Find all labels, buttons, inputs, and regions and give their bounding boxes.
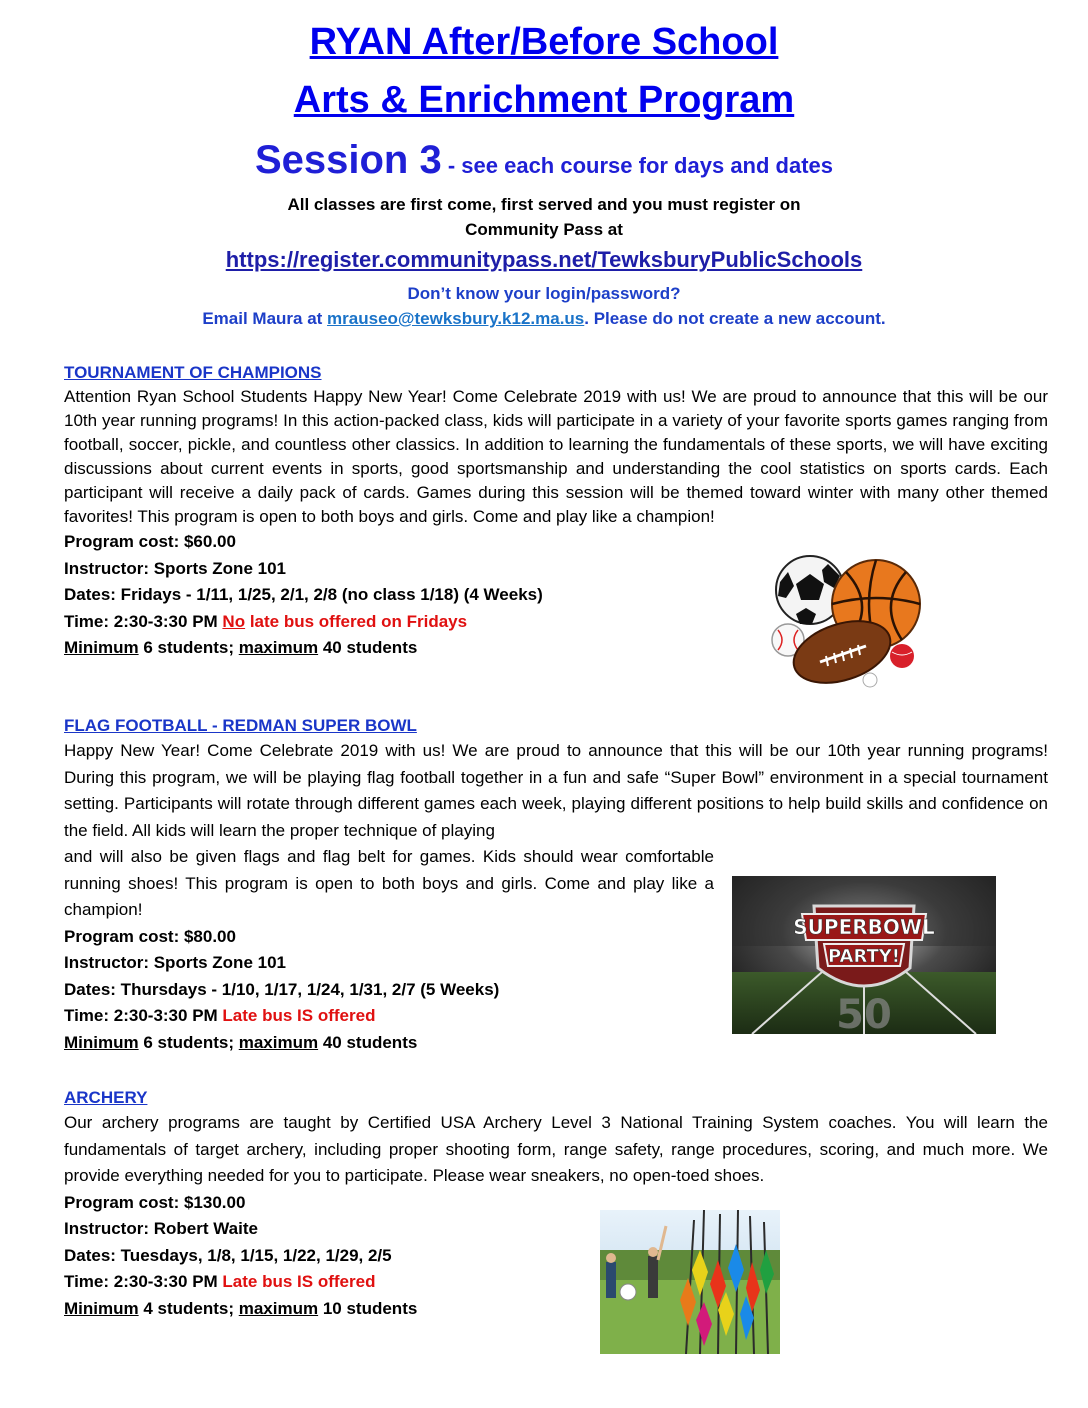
login-question: Don’t know your login/password? bbox=[407, 284, 681, 303]
title-line-1: RYAN After/Before School bbox=[309, 21, 779, 63]
sports-balls-icon bbox=[766, 552, 926, 690]
time-text: Time: 2:30-3:30 PM bbox=[64, 1272, 223, 1292]
min-word: Minimum bbox=[64, 638, 139, 658]
bus-note: Late bus IS offered bbox=[222, 1272, 376, 1292]
min-word: Minimum bbox=[64, 1298, 139, 1318]
email-line bbox=[0, 309, 1088, 329]
min-word: Minimum bbox=[64, 1032, 139, 1052]
session-heading bbox=[0, 138, 1088, 183]
min-text: 6 students; bbox=[138, 638, 239, 658]
bus-note: Late bus IS offered bbox=[222, 1006, 376, 1026]
course-description-continued: and will also be given flags and flag belt for games. Kids should wear comfortable running shoes! This program is open to both boys and girls. Come and play like a champion! bbox=[64, 847, 714, 919]
superbowl-party-icon bbox=[732, 876, 996, 1034]
course-title: FLAG FOOTBALL - REDMAN SUPER BOWL bbox=[64, 716, 417, 735]
email-prefix: Email Maura at bbox=[202, 309, 328, 328]
archery-arrows-icon bbox=[600, 1210, 780, 1354]
register-link[interactable]: https://register.communitypass.net/TewksburyPublicSchools bbox=[225, 247, 863, 272]
course-cost: Program cost: $130.00 bbox=[64, 1192, 246, 1212]
bus-no: No bbox=[222, 611, 246, 631]
superbowl-text: SUPERBOWL bbox=[793, 915, 935, 939]
email-suffix: . Please do not create a new account. bbox=[584, 309, 886, 328]
info-line-1: All classes are first come, first served and you must register on bbox=[287, 195, 801, 214]
course-title: ARCHERY bbox=[64, 1088, 148, 1107]
course-dates: Dates: Thursdays - 1/10, 1/17, 1/24, 1/31, 2/7 (5 Weeks) bbox=[64, 979, 500, 999]
course-instructor: Instructor: Sports Zone 101 bbox=[64, 558, 286, 578]
course-description: Happy New Year! Come Celebrate 2019 with us! We are proud to announce that this will be our 10th year running programs! During this program, we will be playing flag football together in a fun and safe “Super Bowl” environment in a special tournament setting. Participants will rotate through different games each week, playing different positions to help build skills and confidence on the field. All kids will learn the proper technique of playing bbox=[64, 741, 1048, 840]
max-word: maximum bbox=[238, 638, 319, 658]
course-instructor: Instructor: Robert Waite bbox=[64, 1219, 258, 1239]
course-time bbox=[64, 1269, 1048, 1296]
course-dates: Dates: Fridays - 1/11, 1/25, 2/1, 2/8 (no class 1/18) (4 Weeks) bbox=[64, 585, 543, 605]
time-text: Time: 2:30-3:30 PM bbox=[64, 611, 223, 631]
min-text: 6 students; bbox=[138, 1032, 239, 1052]
course-description: Attention Ryan School Students Happy New Year! Come Celebrate 2019 with us! We are proud to announce that this will be our 10th year running programs! In this action-packed class, kids will participate in a variety of your favorite sports games ranging from football, soccer, pickle, and countless other classics. In addition to learning the fundamentals of these sports, we will have exciting discussions about current events in sports, good sportsmanship and understanding the cool statistics on sports cards. Each participant will receive a daily pack of cards. Games during this session will be themed toward winter with many other themed favorites! This program is open to both boys and girls. Come and play like a champion! bbox=[64, 387, 1048, 526]
session-number: Session 3 bbox=[254, 138, 442, 182]
course-cost: Program cost: $60.00 bbox=[64, 532, 236, 551]
time-text: Time: 2:30-3:30 PM bbox=[64, 1006, 223, 1026]
course-description: Our archery programs are taught by Certified USA Archery Level 3 National Training System coaches. You will learn the fundamentals of target archery, including proper shooting form, range safety, range procedures, scoring, and much more. We provide everything needed for you to participate. Please wear sneakers, no open-toed shoes. bbox=[64, 1113, 1048, 1185]
bus-note: late bus offered on Fridays bbox=[245, 611, 468, 631]
party-text: PARTY! bbox=[827, 946, 901, 967]
max-text: 40 students bbox=[318, 638, 418, 658]
max-word: maximum bbox=[238, 1032, 319, 1052]
info-line-2: Community Pass at bbox=[465, 220, 623, 239]
course-archery bbox=[64, 1086, 1048, 1322]
max-text: 10 students bbox=[318, 1298, 418, 1318]
svg-text:50: 50 bbox=[836, 992, 892, 1034]
title-line-2: Arts & Enrichment Program bbox=[293, 79, 795, 121]
course-dates: Dates: Tuesdays, 1/8, 1/15, 1/22, 1/29, 2/5 bbox=[64, 1245, 392, 1265]
session-note: - see each course for days and dates bbox=[441, 153, 834, 178]
course-cost: Program cost: $80.00 bbox=[64, 926, 236, 946]
course-capacity bbox=[64, 1296, 1048, 1323]
max-word: maximum bbox=[238, 1298, 319, 1318]
min-text: 4 students; bbox=[138, 1298, 239, 1318]
course-instructor: Instructor: Sports Zone 101 bbox=[64, 953, 286, 973]
email-link[interactable]: mrauseo@tewksbury.k12.ma.us bbox=[327, 309, 585, 328]
course-title: TOURNAMENT OF CHAMPIONS bbox=[64, 363, 322, 382]
max-text: 40 students bbox=[318, 1032, 418, 1052]
